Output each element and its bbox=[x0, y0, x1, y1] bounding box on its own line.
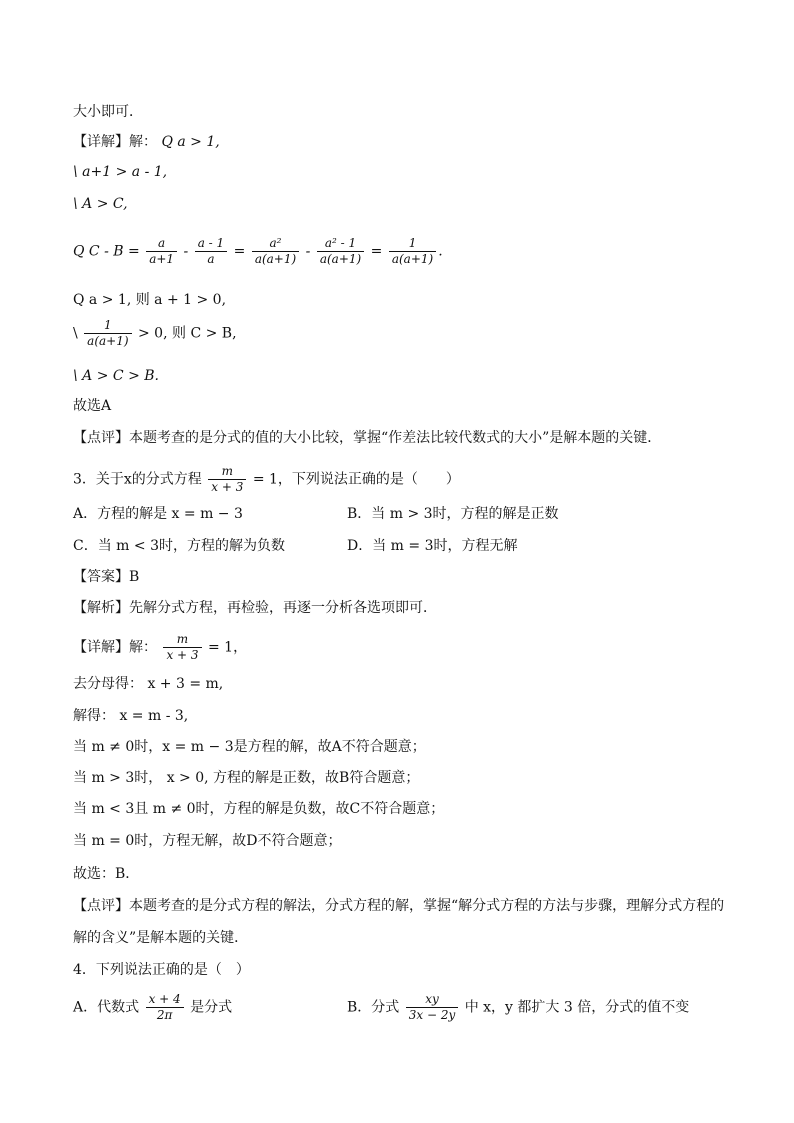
fraction bbox=[146, 236, 177, 267]
denominator: a+1 bbox=[149, 252, 175, 266]
analysis-line: 【解析】先解分式方程，再检验，再逐一分析各选项即可． bbox=[73, 600, 437, 616]
option-a bbox=[73, 992, 232, 1023]
math-line: \ A > C > B. bbox=[73, 368, 159, 384]
text-line: 大小即可． bbox=[73, 104, 143, 120]
option-text: B．分式 bbox=[347, 999, 400, 1016]
math-expression: = 1， bbox=[208, 639, 248, 656]
numerator: xy bbox=[406, 992, 459, 1008]
numerator: a bbox=[146, 236, 177, 252]
math-expression: Q a > 1, bbox=[161, 134, 220, 150]
numerator: x + 4 bbox=[146, 992, 184, 1008]
fraction bbox=[163, 632, 201, 663]
review-line: 【点评】本题考查的是分式的值的大小比较，掌握“作差法比较代数式的大小”是解本题的关键． bbox=[73, 430, 662, 446]
therefore-symbol: \ bbox=[73, 325, 78, 342]
detail-line: 解得： x = m - 3, bbox=[73, 708, 189, 724]
option-b bbox=[347, 992, 689, 1023]
denominator: x + 3 bbox=[211, 480, 244, 494]
math-line: Q C - B = $\frac{a}{a+1}$ - $\frac{a - 1}{a}$ = $\frac{\text{a²}}{a(a+1)}$ - $\frac{\text{a² - 1}}{a(a+1)}$ = $\frac{1}{a(a+1)}$ . bbox=[73, 236, 443, 266]
detail-line: 故选：B． bbox=[73, 866, 140, 882]
math-line bbox=[73, 318, 237, 349]
review-line: 解的含义”是解本题的关键． bbox=[73, 930, 249, 946]
question-text: 3．关于x的分式方程 bbox=[73, 471, 202, 488]
numerator: 1 bbox=[84, 318, 131, 334]
option-text: 是分式 bbox=[190, 999, 233, 1016]
numerator: m bbox=[208, 464, 246, 480]
detail-line: 当 m ≠ 0时，x = m − 3是方程的解，故A不符合题意； bbox=[73, 739, 426, 755]
detail-line: 当 m < 3且 m ≠ 0时，方程的解是负数，故C不符合题意； bbox=[73, 801, 445, 817]
option-text: 中 x，y 都扩大 3 倍，分式的值不变 bbox=[464, 999, 690, 1016]
denominator: a(a+1) bbox=[319, 252, 362, 266]
option-c: C．当 m < 3时，方程的解为负数 bbox=[73, 538, 285, 554]
text-line bbox=[73, 132, 220, 152]
denominator: a(a+1) bbox=[87, 334, 129, 348]
numerator: 1 bbox=[389, 236, 436, 252]
text-line: 故选A bbox=[73, 398, 112, 414]
numerator: a² bbox=[252, 236, 299, 252]
detail-line: 去分母得： x + 3 = m, bbox=[73, 676, 224, 692]
question-text: = 1，下列说法正确的是（ ） bbox=[252, 471, 460, 488]
section-label: 【详解】解： bbox=[73, 134, 157, 150]
math-line: \ a+1 > a - 1, bbox=[73, 164, 168, 180]
denominator: x + 3 bbox=[166, 648, 199, 662]
detail-line bbox=[73, 632, 247, 663]
option-row bbox=[73, 504, 243, 524]
option-b: B．当 m > 3时，方程的解是正数 bbox=[347, 506, 559, 522]
denominator: a(a+1) bbox=[254, 252, 297, 266]
fraction bbox=[317, 236, 364, 267]
fraction bbox=[84, 318, 131, 349]
text-line: Q a > 1, 则 a + 1 > 0, bbox=[73, 292, 227, 308]
detail-line: 当 m = 0时，方程无解，故D不符合题意； bbox=[73, 833, 342, 849]
fraction bbox=[208, 464, 246, 495]
fraction bbox=[146, 992, 184, 1023]
review-line: 【点评】本题考查的是分式方程的解法，分式方程的解，掌握“解分式方程的方法与步骤，理解分式方程的 bbox=[73, 898, 725, 914]
fraction bbox=[389, 236, 436, 267]
option-text: A．代数式 bbox=[73, 999, 140, 1016]
math-expression: Q C - B = bbox=[73, 243, 140, 260]
numerator: a - 1 bbox=[195, 236, 227, 252]
denominator: a(a+1) bbox=[391, 252, 434, 266]
option-a: A．方程的解是 x = m − 3 bbox=[73, 506, 243, 522]
fraction bbox=[406, 992, 459, 1023]
denominator: 3x − 2y bbox=[408, 1008, 456, 1022]
math-expression: > 0, 则 C > B, bbox=[138, 325, 237, 342]
math-line: \ A > C, bbox=[73, 196, 128, 212]
question-3-stem bbox=[73, 464, 460, 495]
option-d: D．当 m = 3时，方程无解 bbox=[347, 538, 518, 554]
numerator: m bbox=[163, 632, 201, 648]
denominator: a bbox=[207, 252, 215, 266]
denominator: 2π bbox=[156, 1008, 173, 1022]
fraction bbox=[252, 236, 299, 267]
detail-line: 当 m > 3时， x > 0, 方程的解是正数，故B符合题意； bbox=[73, 770, 420, 786]
numerator: a² - 1 bbox=[317, 236, 364, 252]
answer-line: 【答案】B bbox=[73, 569, 140, 585]
section-label: 【详解】解： bbox=[73, 639, 157, 656]
question-4-stem: 4．下列说法正确的是（ ） bbox=[73, 962, 250, 978]
fraction bbox=[195, 236, 227, 267]
